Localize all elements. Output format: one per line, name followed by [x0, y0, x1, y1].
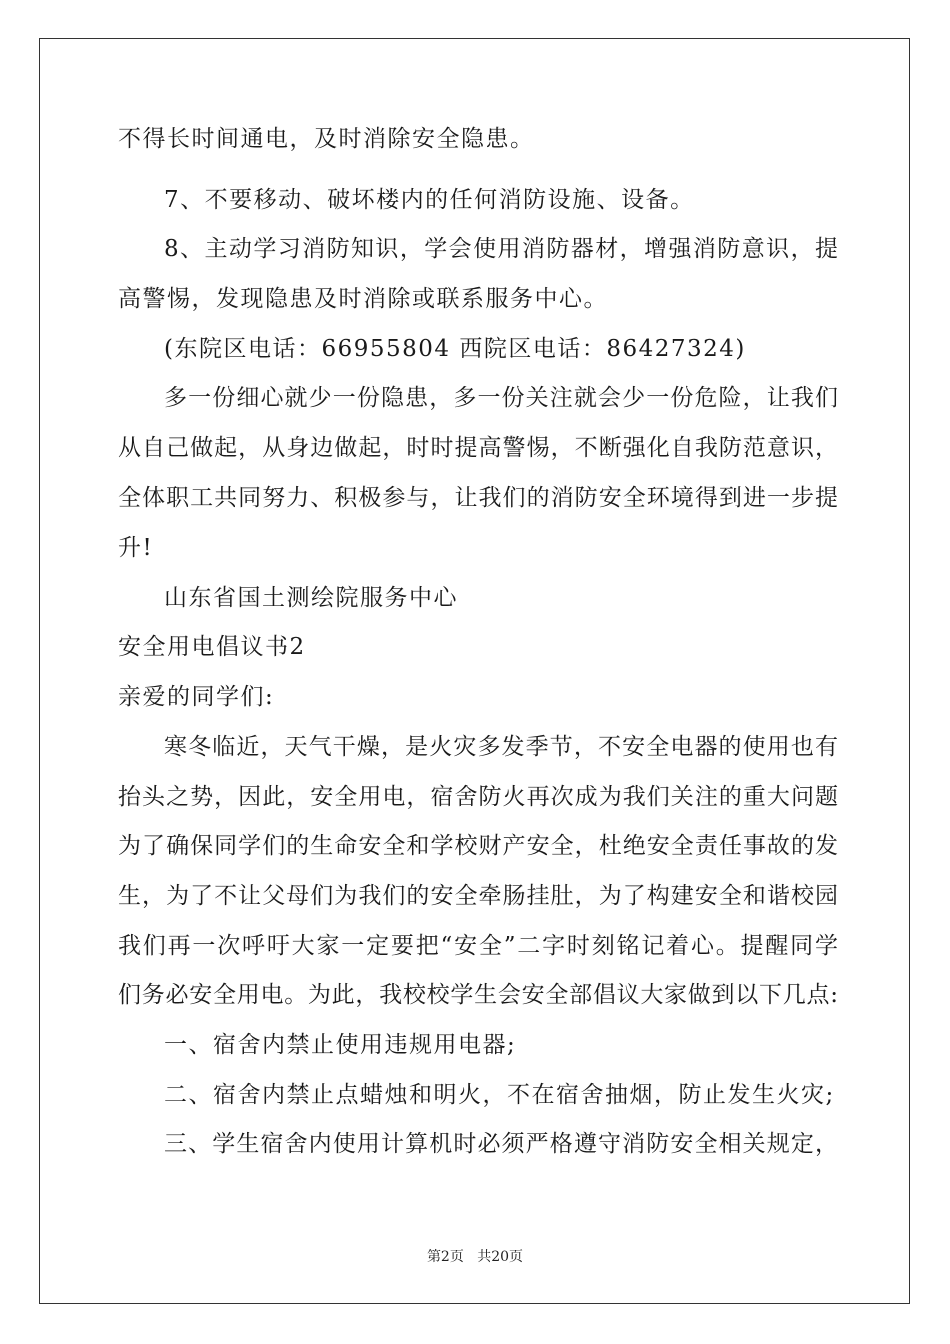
- list-item: 三、学生宿舍内使用计算机时必须严格遵守消防安全相关规定，: [164, 1131, 838, 1157]
- signature-org: 山东省国土测绘院服务中心: [164, 585, 458, 611]
- text-line: 不得长时间通电，及时消除安全隐患。: [118, 126, 535, 152]
- text-line: 为了确保同学们的生命安全和学校财产安全，杜绝安全责任事故的发: [118, 833, 838, 859]
- page-number: 第2页: [426, 1249, 464, 1265]
- text-line: 高警惕，发现隐患及时消除或联系服务中心。: [118, 286, 608, 312]
- phone-numbers: (东院区电话：66955804 西院区电话：86427324): [164, 336, 746, 362]
- salutation: 亲爱的同学们:: [118, 684, 275, 710]
- list-item: 二、宿舍内禁止点蜡烛和明火，不在宿舍抽烟，防止发生火灾;: [164, 1082, 835, 1108]
- page-total: 共20页: [477, 1249, 524, 1265]
- page-footer: [0, 1248, 950, 1266]
- text-line: 寒冬临近，天气干燥，是火灾多发季节，不安全电器的使用也有: [164, 734, 838, 760]
- text-line: 们务必安全用电。为此，我校校学生会安全部倡议大家做到以下几点:: [118, 982, 838, 1008]
- text-line: 8、主动学习消防知识，学会使用消防器材，增强消防意识，提: [164, 236, 838, 262]
- text-line: 生，为了不让父母们为我们的安全牵肠挂肚，为了构建安全和谐校园: [118, 883, 838, 909]
- section-title: 安全用电倡议书2: [118, 634, 306, 660]
- text-line: 升!: [118, 535, 154, 561]
- list-item: 一、宿舍内禁止使用违规用电器;: [164, 1032, 517, 1058]
- text-line: 全体职工共同努力、积极参与，让我们的消防安全环境得到进一步提: [118, 485, 838, 511]
- text-line: 我们再一次呼吁大家一定要把“安全”二字时刻铭记着心。提醒同学: [118, 933, 838, 959]
- text-line: 多一份细心就少一份隐患，多一份关注就会少一份危险，让我们: [164, 385, 838, 411]
- text-line: 从自己做起，从身边做起，时时提高警惕，不断强化自我防范意识，: [118, 435, 838, 461]
- page-border: [39, 38, 910, 1304]
- text-line: 7、不要移动、破坏楼内的任何消防设施、设备。: [164, 187, 695, 213]
- text-line: 抬头之势，因此，安全用电，宿舍防火再次成为我们关注的重大问题: [118, 784, 838, 810]
